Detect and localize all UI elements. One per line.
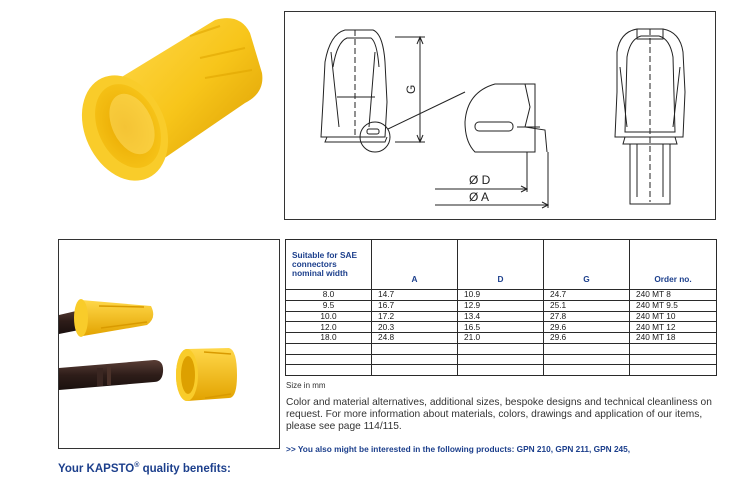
yellow-cap-illustration [40,8,280,203]
table-header-row [286,240,717,290]
header-a: A [372,240,458,290]
capped-cables-illustration [59,240,279,448]
cell-nominal-width: 12.0 [286,322,372,333]
cell-a: 24.8 [372,333,458,344]
table-row [286,322,717,333]
cell-g: 25.1 [544,300,630,311]
cell-g: 27.8 [544,311,630,322]
table-row-empty [286,365,717,376]
table-row [286,333,717,344]
cell-d: 12.9 [458,300,544,311]
cell-nominal-width: 8.0 [286,290,372,301]
table-row-empty [286,354,717,365]
cell-order-no: 240 MT 9.5 [630,300,717,311]
cell-d: 16.5 [458,322,544,333]
cell-a: 17.2 [372,311,458,322]
benefits-suffix: quality benefits: [139,462,231,475]
registered-mark: ® [134,462,140,469]
related-products-link[interactable]: >> You also might be interested in the following products: GPN 210, GPN 211, GPN 245, [286,444,631,454]
header-d: D [458,240,544,290]
cell-a: 20.3 [372,322,458,333]
cell-order-no: 240 MT 18 [630,333,717,344]
cell-a: 16.7 [372,300,458,311]
cell-order-no: 240 MT 8 [630,290,717,301]
table-row [286,290,717,301]
technical-drawing [284,11,716,220]
cell-g: 29.6 [544,322,630,333]
table-row [286,300,717,311]
dimension-a-label: Ø A [469,190,490,204]
benefits-heading [58,462,231,475]
cell-d: 10.9 [458,290,544,301]
cell-order-no: 240 MT 10 [630,311,717,322]
dimension-g-label: G [404,84,418,94]
specification-table [285,239,717,376]
header-g: G [544,240,630,290]
product-photo-cap [40,8,280,203]
table-row [286,311,717,322]
cell-nominal-width: 10.0 [286,311,372,322]
dimension-drawing-svg [285,12,715,219]
cell-d: 13.4 [458,311,544,322]
cell-nominal-width: 18.0 [286,333,372,344]
cell-g: 29.6 [544,333,630,344]
header-nominal-width: Suitable for SAE connectors nominal width [286,240,372,290]
info-paragraph: Color and material alternatives, additional sizes, bespoke designs and technical cleanliness on request. For more information about materials, colors, drawings and application of our items, please see page 114/115. [286,397,712,432]
cell-d: 21.0 [458,333,544,344]
cell-nominal-width: 9.5 [286,300,372,311]
header-order-no: Order no. [630,240,717,290]
cell-a: 14.7 [372,290,458,301]
dimension-d-label: Ø D [469,173,491,187]
benefits-title: Your KAPSTO [58,462,135,475]
product-photo-cables [58,239,280,449]
size-note: Size in mm [286,381,326,390]
cell-order-no: 240 MT 12 [630,322,717,333]
cell-g: 24.7 [544,290,630,301]
table-row-empty [286,343,717,354]
